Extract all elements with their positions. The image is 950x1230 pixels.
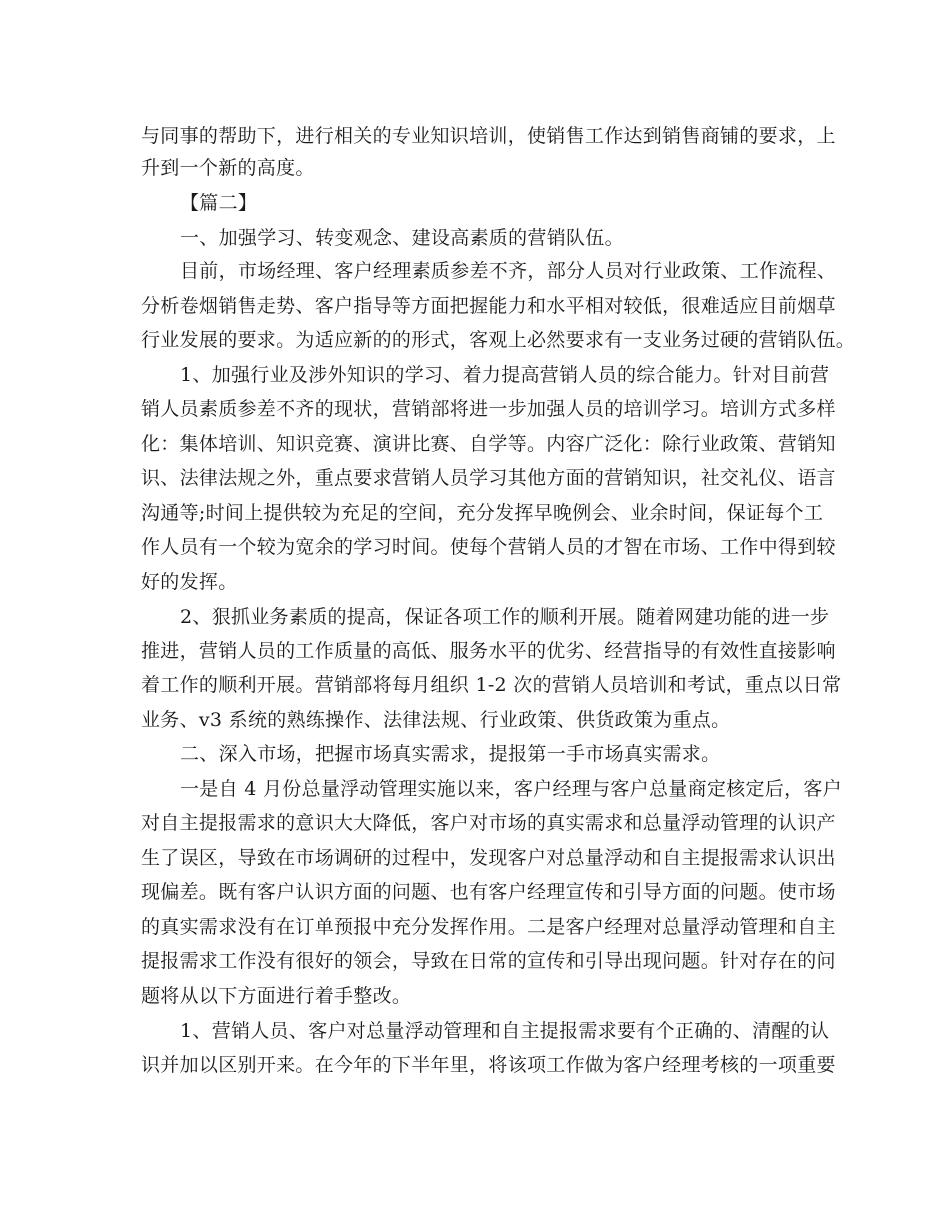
text-line: 与同事的帮助下，进行相关的专业知识培训，使销售工作达到销售商铺的要求，上 [141, 125, 836, 147]
subsection-heading: 一、加强学习、转变观念、建设高素质的营销队伍。 [180, 227, 624, 249]
text-line: 着工作的顺利开展。营销部将每月组织 1-2 次的营销人员培训和考试，重点以日常 [141, 674, 842, 696]
text-line: 题将从以下方面进行着手整改。 [141, 985, 412, 1007]
text-line: 现偏差。既有客户认识方面的问题、也有客户经理宣传和引导方面的问题。使市场 [141, 881, 836, 903]
text-line: 识、法律法规之外，重点要求营销人员学习其他方面的营销知识，社交礼仪、语言 [141, 467, 836, 489]
text-line: 提报需求工作没有很好的领会，导致在日常的宣传和引导出现问题。针对存在的问 [141, 950, 836, 972]
text-line: 升到一个新的高度。 [141, 157, 315, 179]
text-line: 一是自 4 月份总量浮动管理实施以来，客户经理与客户总量商定核定后，客户 [180, 778, 842, 800]
text-line: 推进，营销人员的工作质量的高低、服务水平的优劣、经营指导的有效性直接影响 [141, 640, 836, 662]
section-heading: 【篇二】 [180, 192, 258, 214]
text-line: 的真实需求没有在订单预报中充分发挥作用。二是客户经理对总量浮动管理和自主 [141, 916, 836, 938]
text-line: 1、营销人员、客户对总量浮动管理和自主提报需求要有个正确的、清醒的认 [180, 1020, 830, 1042]
text-line: 好的发挥。 [141, 571, 238, 593]
text-line: 2、狠抓业务素质的提高，保证各项工作的顺利开展。随着网建功能的进一步 [180, 606, 830, 628]
text-line: 分析卷烟销售走势、客户指导等方面把握能力和水平相对较低，很难适应目前烟草 [141, 295, 836, 317]
text-line: 识并加以区别开来。在今年的下半年里，将该项工作做为客户经理考核的一项重要 [141, 1054, 836, 1076]
text-line: 业务、v3 系统的熟练操作、法律法规、行业政策、供货政策为重点。 [141, 709, 731, 731]
text-line: 作人员有一个较为宽余的学习时间。使每个营销人员的才智在市场、工作中得到较 [141, 536, 836, 558]
subsection-heading: 二、深入市场，把握市场真实需求，提报第一手市场真实需求。 [180, 743, 721, 765]
text-line: 销人员素质参差不齐的现状，营销部将进一步加强人员的培训学习。培训方式多样 [141, 398, 836, 420]
text-line: 1、加强行业及涉外知识的学习、着力提高营销人员的综合能力。针对目前营 [180, 364, 830, 386]
text-line: 行业发展的要求。为适应新的的形式，客观上必然要求有一支业务过硬的营销队伍。 [141, 329, 856, 351]
text-line: 生了误区，导致在市场调研的过程中，发现客户对总量浮动和自主提报需求认识出 [141, 847, 836, 869]
text-line: 沟通等;时间上提供较为充足的空间，充分发挥早晚例会、业余时间，保证每个工 [141, 502, 824, 524]
text-line: 目前，市场经理、客户经理素质参差不齐，部分人员对行业政策、工作流程、 [180, 260, 837, 282]
text-line: 对自主提报需求的意识大大降低，客户对市场的真实需求和总量浮动管理的认识产 [141, 812, 836, 834]
text-line: 化：集体培训、知识竞赛、演讲比赛、自学等。内容广泛化：除行业政策、营销知 [141, 433, 836, 455]
